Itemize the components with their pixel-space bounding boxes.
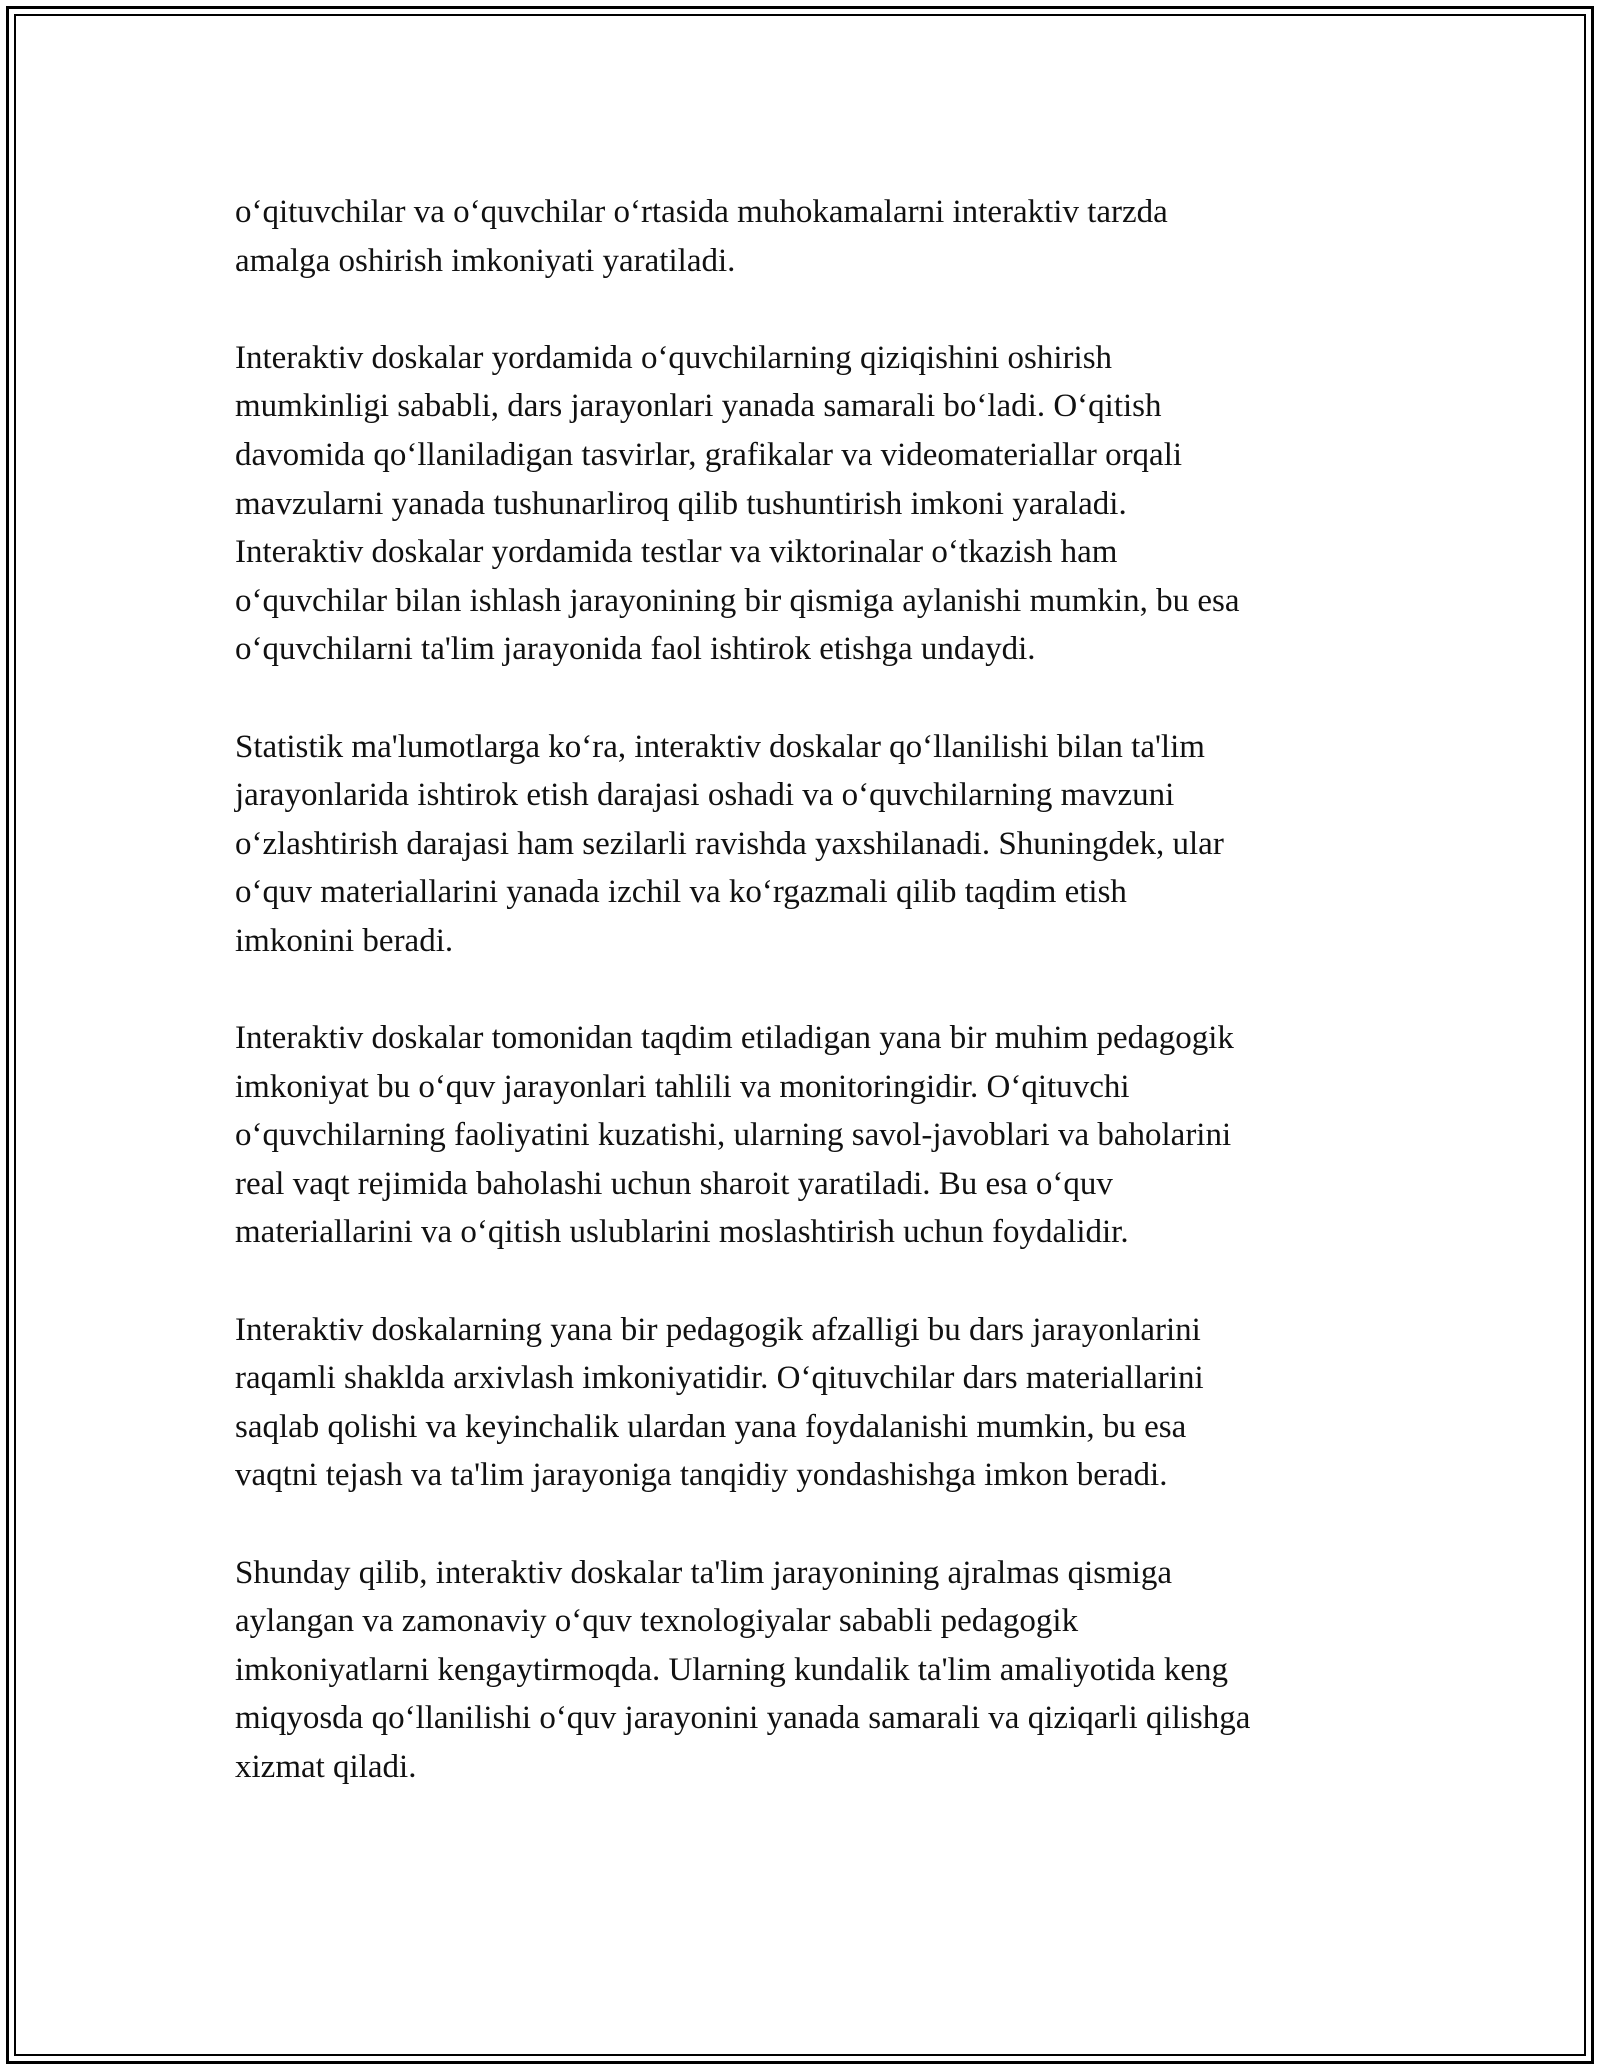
text-line: oʻzlashtirish darajasi ham sezilarli ravishda yaxshilanadi. Shuningdek, ular (235, 825, 1224, 862)
text-line: Interaktiv doskalar yordamida oʻquvchilarning qiziqishini oshirish (235, 339, 1113, 376)
paragraph-6 (235, 1549, 1385, 1792)
text-line: davomida qoʻllaniladigan tasvirlar, grafikalar va videomateriallar orqali (235, 436, 1183, 473)
paragraph-3 (235, 723, 1385, 966)
text-line: Interaktiv doskalar yordamida testlar va viktorinalar oʻtkazish ham (235, 534, 1118, 571)
text-line: oʻquv materiallarini yanada izchil va koʻrgazmali qilib taqdim etish (235, 874, 1127, 911)
text-line: oʻquvchilarning faoliyatini kuzatishi, ularning savol-javoblari va baholarini (235, 1117, 1232, 1154)
text-line: oʻquvchilar bilan ishlash jarayonining bir qismiga aylanishi mumkin, bu esa (235, 582, 1240, 619)
document-body (235, 188, 1385, 1840)
text-line: oʻqituvchilar va oʻquvchilar oʻrtasida muhokamalarni interaktiv tarzda (235, 194, 1168, 230)
text-line: materiallarini va oʻqitish uslublarini moslashtirish uchun foydalidir. (235, 1214, 1129, 1251)
text-line: Interaktiv doskalar tomonidan taqdim etiladigan yana bir muhim pedagogik (235, 1020, 1234, 1057)
text-line: mumkinligi sababli, dars jarayonlari yanada samarali boʻladi. Oʻqitish (235, 388, 1162, 425)
paragraph-2 (235, 334, 1385, 674)
text-line: imkoniyatlarni kengaytirmoqda. Ularning kundalik ta'lim amaliyotida keng (235, 1651, 1228, 1688)
text-line: saqlab qolishi va keyinchalik ulardan yana foydalanishi mumkin, bu esa (235, 1408, 1187, 1445)
text-line: oʻquvchilarni ta'lim jarayonida faol ishtirok etishga undaydi. (235, 631, 1036, 668)
text-line: imkonini beradi. (235, 922, 454, 959)
text-line: vaqtni tejash va ta'lim jarayoniga tanqidiy yondashishga imkon beradi. (235, 1457, 1168, 1494)
paragraph-5 (235, 1306, 1385, 1500)
text-line: amalga oshirish imkoniyati yaratiladi. (235, 242, 736, 279)
paragraph-4 (235, 1014, 1385, 1257)
text-line: xizmat qiladi. (235, 1749, 417, 1785)
text-line: miqyosda qoʻllanilishi oʻquv jarayonini yanada samarali va qiziqarli qilishga (235, 1700, 1251, 1737)
paragraph-1 (235, 188, 1385, 285)
text-line: mavzularni yanada tushunarliroq qilib tushuntirish imkoni yaraladi. (235, 485, 1127, 522)
text-line: raqamli shaklda arxivlash imkoniyatidir. Oʻqituvchilar dars materiallarini (235, 1360, 1204, 1397)
text-line: aylangan va zamonaviy oʻquv texnologiyalar sababli pedagogik (235, 1603, 1079, 1640)
text-line: Shunday qilib, interaktiv doskalar ta'lim jarayonining ajralmas qismiga (235, 1554, 1173, 1591)
text-line: Statistik ma'lumotlarga koʻra, interaktiv doskalar qoʻllanilishi bilan ta'lim (235, 728, 1205, 765)
text-line: real vaqt rejimida baholashi uchun sharoit yaratiladi. Bu esa oʻquv (235, 1165, 1113, 1202)
text-line: jarayonlarida ishtirok etish darajasi oshadi va oʻquvchilarning mavzuni (235, 777, 1175, 814)
text-line: Interaktiv doskalarning yana bir pedagogik afzalligi bu dars jarayonlarini (235, 1311, 1201, 1348)
text-line: imkoniyat bu oʻquv jarayonlari tahlili va monitoringidir. Oʻqituvchi (235, 1068, 1130, 1105)
